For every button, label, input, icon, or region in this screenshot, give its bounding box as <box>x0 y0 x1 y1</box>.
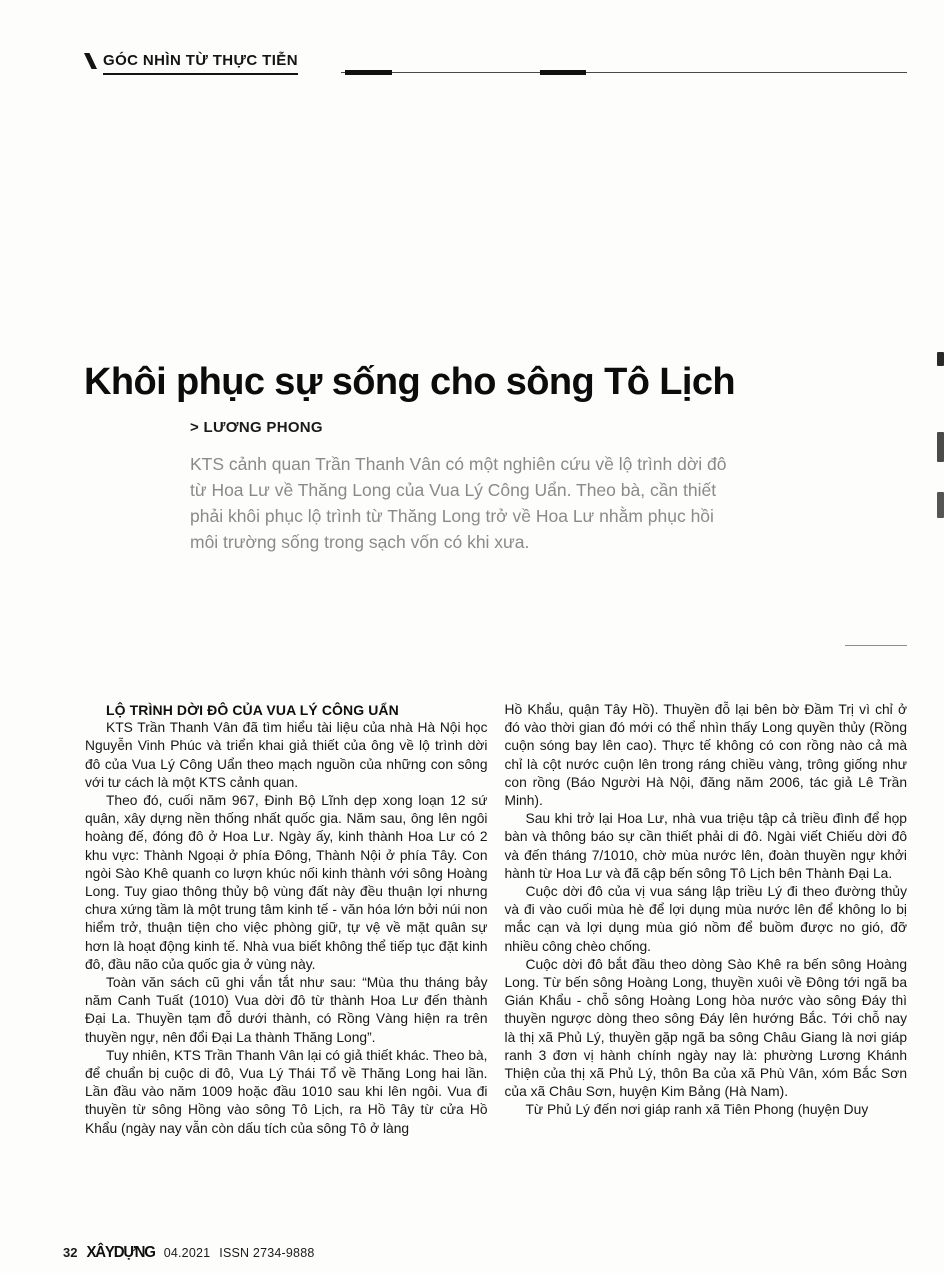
header-rule-bar <box>345 70 392 75</box>
left-column <box>85 701 488 1138</box>
header-rule <box>341 72 907 73</box>
section-header <box>84 52 298 75</box>
article-paragraph: Hồ Khẩu, quận Tây Hồ). Thuyền đỗ lại bên bờ Đầm Trị vì chỉ ở đó vào thời gian đó mới có thể nhìn thấy Long quyền thủy (Rồng cuộn sóng bay lên cao). Thực tế không có con rồng nào cả mà chỉ là cột nước cuộn lên trong ráng chiều vàng, trông giống như con rồng (Báo Người Hà Nội, đăng năm 2006, tác giả Lê Trần Minh). <box>504 702 907 809</box>
issue-date: 04.2021 <box>163 1246 211 1260</box>
author-byline: > LƯƠNG PHONG <box>190 419 323 436</box>
article-paragraph: Sau khi trở lại Hoa Lư, nhà vua triệu tập cả triều đình để họp bàn và thông báo sự cần thiết phải di đô. Ngài viết Chiếu dời đô và đến tháng 7/1010, chờ mùa nước lên, đoàn thuyền ngự khởi hành từ Hoa Lư và đã cập bến sông Tô Lịch bên Thành Đại La. <box>504 811 907 881</box>
page-edge-artifact <box>937 432 944 462</box>
article-paragraph: Toàn văn sách cũ ghi vắn tắt như sau: “Mùa thu tháng bảy năm Canh Tuất (1010) Vua dời đô từ thành Hoa Lư đến thành Đại La. Thuyền tạm đỗ dưới thành, có Rồng Vàng hiện ra trên thuyền ngự, nên đổi Đại La thành Thăng Long”. <box>85 975 488 1045</box>
right-column <box>505 701 908 1138</box>
section-header-label: GÓC NHÌN TỪ THỰC TIỄN <box>103 52 298 75</box>
column-rule <box>845 645 907 646</box>
article-paragraph: KTS Trần Thanh Vân đã tìm hiểu tài liệu của nhà Hà Nội học Nguyễn Vinh Phúc và triển khai giả thiết của ông về lộ trình dời đô của Vua Lý Công Uẩn theo mạch nguồn của những con sông với tư cách là một KTS cảnh quan. <box>85 720 488 790</box>
issn-label: ISSN 2734-9888 <box>219 1246 315 1260</box>
section-marker-icon <box>84 53 97 69</box>
article-title: Khôi phục sự sống cho sông Tô Lịch <box>84 361 735 404</box>
article-paragraph: Tuy nhiên, KTS Trần Thanh Vân lại có giả thiết khác. Theo bà, để chuẩn bị cuộc di đô, Vua Lý Thái Tổ về Thăng Long hai lần. Lần đầu vào năm 1009 hoặc đầu 1010 sau khi lên ngôi. Vua đi thuyền từ sông Hồng vào sông Tô Lịch, ra Hồ Tây từ cửa Hồ Khẩu (ngày nay vẫn còn dấu tích của sông Tô ở làng <box>85 1047 488 1136</box>
page-edge-artifact <box>937 352 944 366</box>
article-lead: KTS cảnh quan Trần Thanh Vân có một nghiên cứu về lộ trình dời đô từ Hoa Lư về Thăng Long của Vua Lý Công Uẩn. Theo bà, cần thiết phải khôi phục lộ trình từ Thăng Long trở về Hoa Lư nhằm phục hồi môi trường sống trong sạch vốn có khi xưa. <box>190 454 727 552</box>
article-paragraph: Cuộc dời đô bắt đầu theo dòng Sào Khê ra bến sông Hoàng Long. Từ bến sông Hoàng Long, thuyền xuôi về Đông tới ngã ba Gián Khẩu - chỗ sông Hoàng Long hòa nước vào sông Đáy thì thuyền ngược dòng theo sông Đáy lên hướng Bắc. Tới chỗ nay là thị xã Phủ Lý, thuyền gặp ngã ba sông Châu Giang là nơi giáp ranh 3 đơn vị hành chính ngày nay là: phường Lương Khánh Thiện của thị xã Phủ Lý, thôn Ba của xã Phù Vân, xóm Bắc Sơn của xã Châu Sơn, huyện Kim Bảng (Hà Nam). <box>504 956 907 1100</box>
article-paragraph: Theo đó, cuối năm 967, Đinh Bộ Lĩnh dẹp xong loạn 12 sứ quân, xây dựng nền thống nhất quốc gia. Năm sau, ông lên ngôi hoàng đế, đóng đô ở Hoa Lư. Ngày ấy, kinh thành Hoa Lư có 2 khu vực: Thành Ngoại ở phía Đông, Thành Nội ở phía Tây. Con ngòi Sào Khê quanh co lượn khúc nối kinh thành với sông Hoàng Long. Tuy giao thông thủy bộ vùng đất này đều thuận lợi nhưng chưa xứng tầm là một trung tâm kinh tế - văn hóa lớn bởi núi non hiểm trở, thuận tiện cho việc phòng giữ, tự vệ về mặt quân sự hơn là hoạt động kinh tế. Nhà vua biết không thể tiếp tục đặt kinh đô, đầu não của quốc gia ở vùng này. <box>85 793 488 972</box>
page-footer <box>63 1244 315 1261</box>
section-heading: LỘ TRÌNH DỜI ĐÔ CỦA VUA LÝ CÔNG UẨN <box>106 702 399 718</box>
page-number: 32 <box>63 1245 78 1260</box>
article-paragraph: Cuộc dời đô của vị vua sáng lập triều Lý đi theo đường thủy và đi vào cuối mùa hè để lợi dụng mùa nước lên để không lo bị mắc cạn và lợi dụng mùa gió nồm để buồm được no gió, đỡ nhiều công chèo chống. <box>504 884 907 954</box>
magazine-logo: XÂYDỰNG <box>86 1243 155 1262</box>
article-body <box>85 701 907 1138</box>
header-rule-bar <box>540 70 586 75</box>
page-edge-artifact <box>937 492 944 518</box>
article-paragraph: Từ Phủ Lý đến nơi giáp ranh xã Tiên Phong (huyện Duy <box>525 1102 869 1118</box>
